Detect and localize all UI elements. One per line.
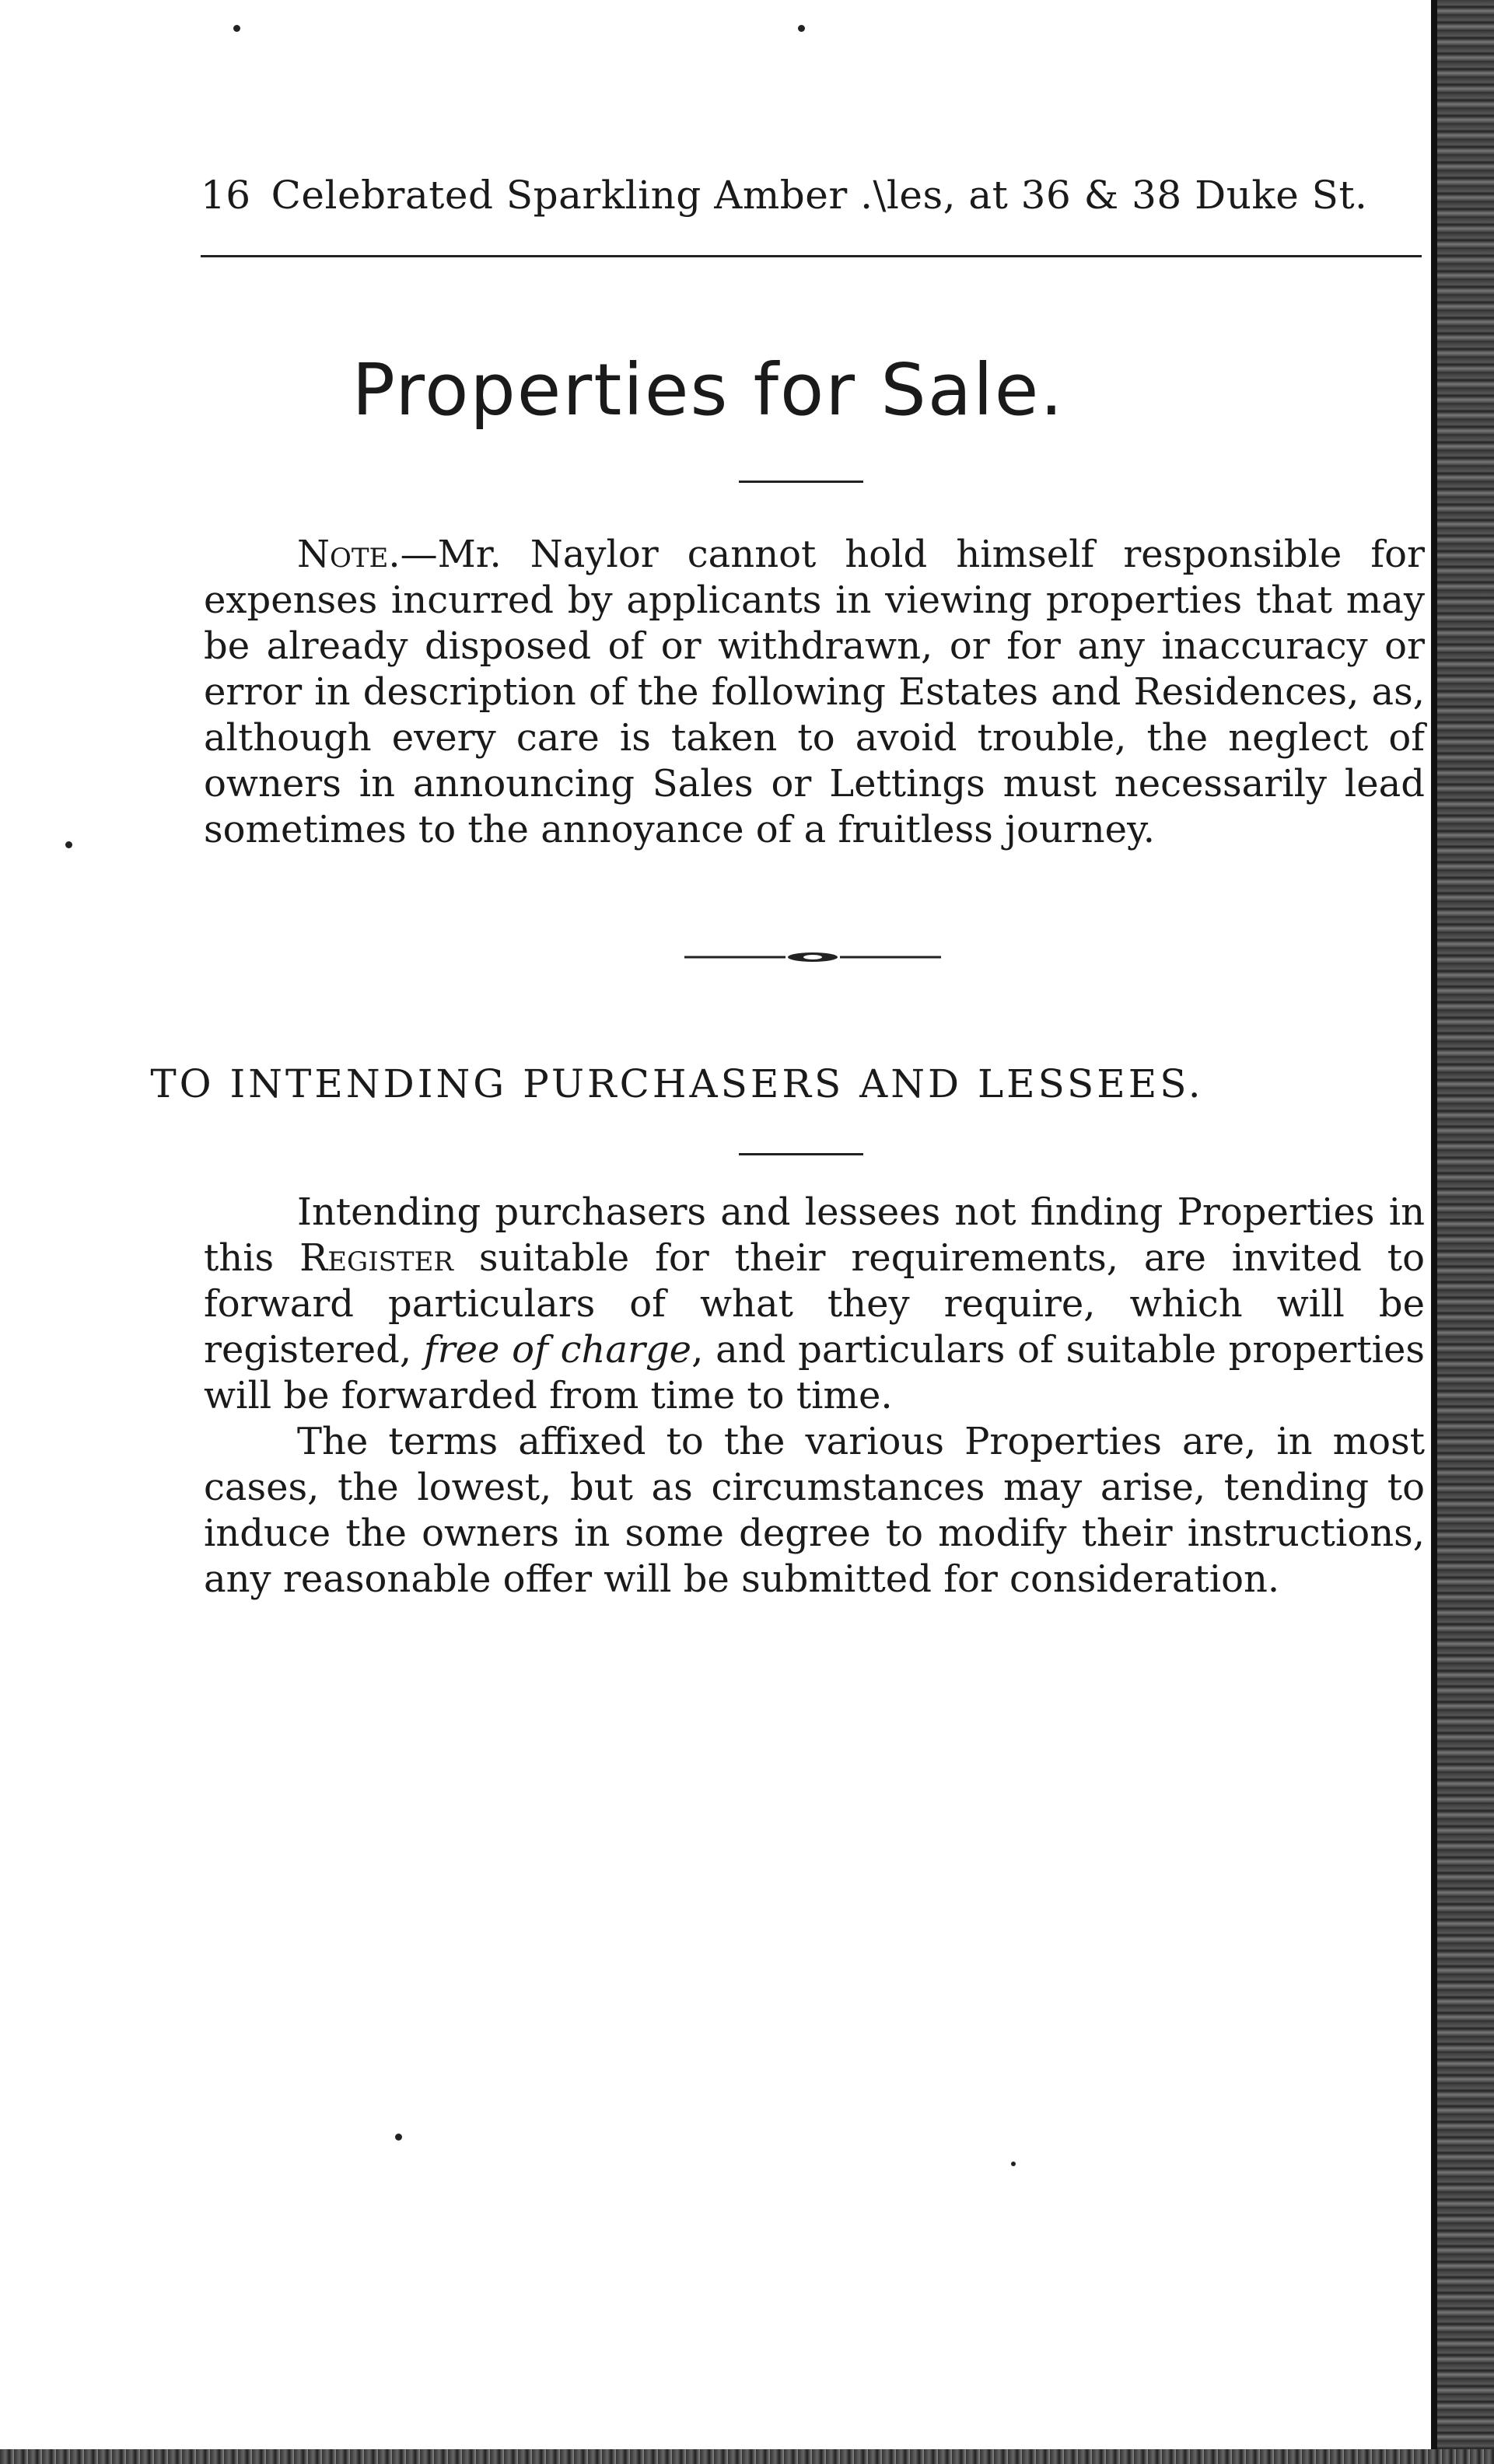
free-of-charge-phrase: free of charge [423, 1328, 692, 1372]
note-paragraph [204, 532, 1425, 853]
running-title: Celebrated Sparkling Amber .\les, at 36 & 38 Duke St. [271, 173, 1368, 218]
running-header [201, 173, 1367, 218]
print-speck [65, 841, 72, 848]
binding-strip [1437, 0, 1494, 2464]
paragraph-intending [204, 1190, 1425, 1419]
page-number: 16 [201, 173, 251, 218]
header-rule [201, 255, 1422, 257]
title-rule [739, 481, 863, 483]
paragraph-text: suitable for their requirements, are invited to forward particulars of what they require, which will be registered, [204, 1236, 1425, 1372]
purchasers-section [204, 1190, 1425, 1602]
print-speck [233, 25, 240, 32]
page-title: Properties for Sale. [352, 348, 1065, 432]
note-dash: — [400, 533, 438, 576]
register-word: Register [299, 1236, 454, 1280]
print-speck [798, 25, 805, 32]
paragraph-text: Intending purchasers and lessees not finding Properties in this [204, 1190, 1425, 1280]
bottom-page-edge [0, 2449, 1494, 2464]
section-heading: TO INTENDING PURCHASERS AND LESSEES. [150, 1061, 1204, 1106]
print-speck [395, 2134, 402, 2141]
note-text: Mr. Naylor cannot hold himself responsible for expenses incurred by applicants in viewing properties that may be already disposed of or withdrawn, or for any inaccuracy or error in description of the following Estates and Residences, as, although every care is taken to avoid trouble, the neglect of owners in announcing Sales or Lettings must necessarily lead sometimes to the annoyance of a fruitless journey. [204, 533, 1425, 851]
section-rule [739, 1153, 863, 1155]
ornament-divider [684, 945, 941, 969]
paragraph-text: , and particulars of suitable properties will be forwarded from time to time. [204, 1328, 1426, 1417]
note-label: Note. [297, 533, 401, 576]
print-speck [1011, 2162, 1016, 2166]
paragraph-terms: The terms affixed to the various Properties are, in most cases, the lowest, but as circumstances may arise, tending to induce the owners in some degree to modify their instructions, any reasonable offer will be submitted for consideration. [204, 1420, 1425, 1601]
